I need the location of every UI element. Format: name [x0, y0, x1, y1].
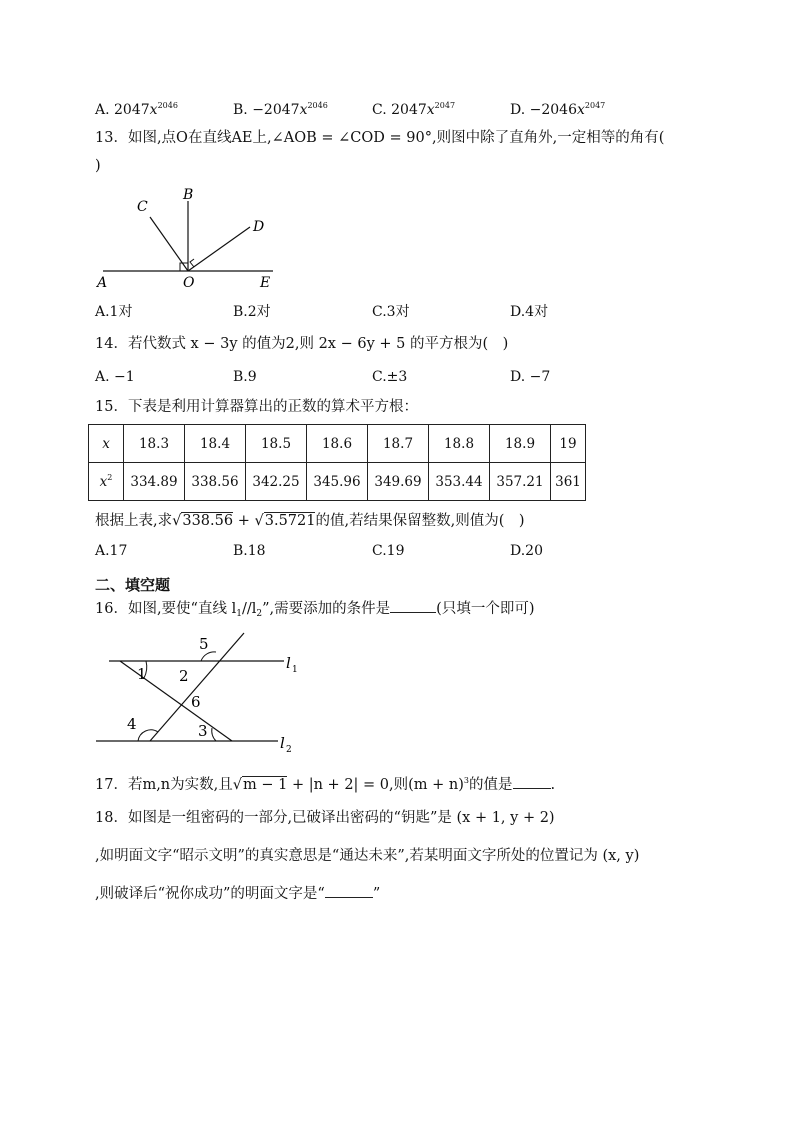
table-cell: 18.7: [368, 425, 429, 463]
table-header-x2: $x^2$: [89, 463, 124, 501]
q14-option-d: D. −7: [510, 369, 551, 385]
sqrt-table: [88, 424, 586, 501]
ray-od: [188, 227, 250, 271]
q18-stem-line2: ,如明面文字“昭示文明”的真实意思是“通达未来”,若某明面文字所处的位置记为 (x, y): [95, 848, 640, 864]
q13-option-b: B.2对: [233, 304, 271, 320]
table-cell: 18.6: [307, 425, 368, 463]
arc-angle-5: [201, 652, 216, 661]
q12-option-a: A. $2047x^{2046}$: [95, 101, 178, 118]
transversal-2: [150, 633, 244, 741]
table-header-x: x: [89, 425, 124, 463]
q13-stem-close: ): [95, 158, 101, 174]
table-cell: 338.56: [185, 463, 246, 501]
table-cell: 342.25: [246, 463, 307, 501]
q15-option-c: C.19: [372, 543, 405, 559]
q13-option-d: D.4对: [510, 304, 549, 320]
label-angle-2: 2: [179, 667, 189, 685]
q15-follow-up: 根据上表,求√338.56 + √3.5721的值,若结果保留整数,则值为( ): [95, 513, 525, 529]
right-angle-mark-cod: [190, 259, 194, 267]
table-cell: 19: [551, 425, 586, 463]
label-angle-5: 5: [199, 635, 209, 653]
label-a: A: [97, 275, 108, 291]
q16-stem: 16．如图,要使“直线 $l_1//l_2$”,需要添加的条件是 (只填一个即可): [95, 598, 534, 624]
table-cell: 334.89: [124, 463, 185, 501]
table-row-x2: [89, 463, 586, 501]
label-l1: l: [286, 654, 291, 672]
q16-parallel-lines-figure: [92, 630, 307, 755]
table-cell: 345.96: [307, 463, 368, 501]
table-cell: 18.4: [185, 425, 246, 463]
q12-option-c: C. $2047x^{2047}$: [372, 101, 456, 118]
label-l2: l: [280, 734, 285, 752]
label-e: E: [260, 275, 271, 291]
q13-angle-figure: [95, 183, 285, 293]
label-angle-6: 6: [191, 693, 201, 711]
table-cell: 357.21: [490, 463, 551, 501]
label-l1-sub: 1: [292, 665, 298, 675]
q12-option-b: B. $-2047x^{2046}$: [233, 101, 328, 118]
table-cell: 349.69: [368, 463, 429, 501]
q18-stem-line1: 18．如图是一组密码的一部分,已破译出密码的“钥匙”是 (x + 1, y + 2): [95, 810, 555, 826]
section-title: 二、填空题: [95, 576, 171, 594]
table-cell: 18.8: [429, 425, 490, 463]
table-row-x: [89, 425, 586, 463]
q14-option-c: C.±3: [372, 369, 408, 385]
q15-option-d: D.20: [510, 543, 543, 559]
answer-blank[interactable]: [325, 883, 373, 898]
label-b: B: [183, 187, 194, 203]
label-angle-4: 4: [127, 715, 137, 733]
q13-option-a: A.1对: [95, 304, 133, 320]
label-o: O: [183, 275, 195, 291]
q12-option-d: D. $-2046x^{2047}$: [510, 101, 606, 118]
q13-option-c: C.3对: [372, 304, 410, 320]
q15-option-a: A.17: [95, 543, 128, 559]
table-cell: 18.5: [246, 425, 307, 463]
q17-stem: 17．若m,n为实数,且√m − 1 + |n + 2| = 0,则$(m + n)^3$的值是 .: [95, 776, 556, 793]
q13-stem: 13．如图,点O在直线AE上,∠AOB = ∠COD = 90°,则图中除了直角外,一定相等的角有(: [95, 130, 665, 146]
label-l2-sub: 2: [286, 745, 292, 755]
arc-angle-3: [212, 728, 216, 741]
label-c: C: [137, 199, 148, 215]
label-d: D: [253, 219, 265, 235]
table-cell: 18.9: [490, 425, 551, 463]
q15-stem: 15．下表是利用计算器算出的正数的算术平方根：: [95, 399, 418, 415]
q15-option-b: B.18: [233, 543, 266, 559]
table-cell: 18.3: [124, 425, 185, 463]
table-cell: 353.44: [429, 463, 490, 501]
answer-blank[interactable]: [390, 598, 436, 613]
label-angle-1: 1: [137, 665, 147, 683]
table-cell: 361: [551, 463, 586, 501]
q14-option-a: A. −1: [95, 369, 135, 385]
q14-stem: 14．若代数式 x − 3y 的值为2,则 2x − 6y + 5 的平方根为( ): [95, 336, 509, 352]
label-angle-3: 3: [198, 722, 208, 740]
q18-stem-line3: ,则破译后“祝你成功”的明面文字是“ ”: [95, 883, 380, 904]
answer-blank[interactable]: [513, 774, 551, 789]
q14-option-b: B.9: [233, 369, 257, 385]
